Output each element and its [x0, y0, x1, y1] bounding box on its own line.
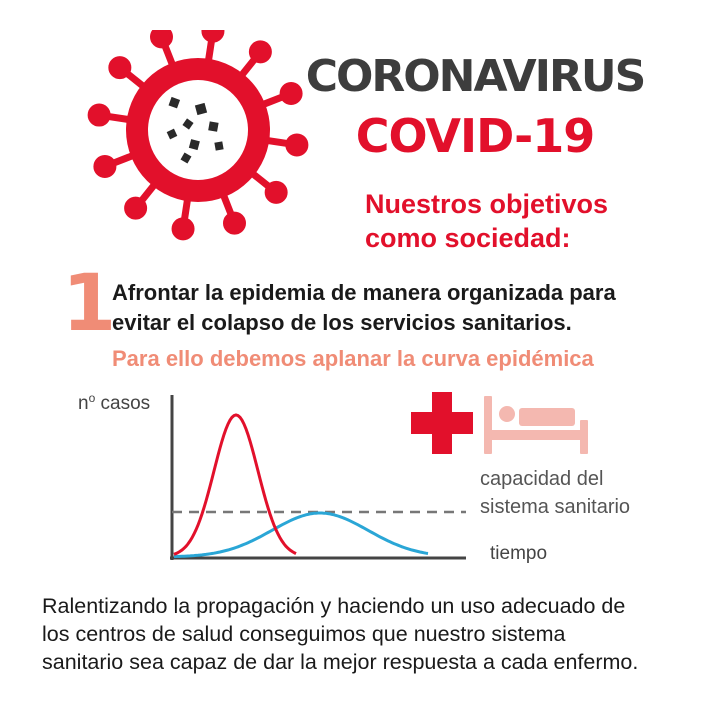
virus-spike-tip	[202, 30, 224, 42]
virus-spike-tip	[265, 181, 287, 203]
flatten-curve-subtitle: Para ello debemos aplanar la curva epidémica	[112, 346, 594, 371]
capacity-label-line1: capacidad del	[480, 468, 604, 490]
virus-spike-tip	[249, 41, 271, 63]
closing-line1: Ralentizando la propagación y haciendo un uso adecuado de	[42, 594, 626, 618]
objective-number: 1	[62, 259, 117, 349]
objectives-heading-line1: Nuestros objetivos	[365, 189, 609, 219]
title-coronavirus: CORONAVIRUS	[305, 51, 645, 102]
virus-spike-tip	[280, 83, 302, 105]
title-covid19: COVID-19	[355, 109, 595, 163]
peak-curve	[174, 415, 296, 554]
closing-line3: sanitario sea capaz de dar la mejor respuesta a cada enfermo.	[42, 650, 639, 674]
closing-line2: los centros de salud conseguimos que nuestro sistema	[42, 622, 566, 646]
virus-spike-tip	[88, 104, 110, 126]
virus-spike-tip	[109, 57, 131, 79]
virus-spike-tip	[125, 197, 147, 219]
closing-paragraph	[42, 592, 682, 676]
medical-cross-icon	[411, 392, 473, 454]
hospital-bed-icon	[484, 396, 588, 454]
virus-spike-tip	[151, 30, 173, 48]
objectives-heading-line2: como sociedad:	[365, 223, 571, 253]
objective-text-line1: Afrontar la epidemia de manera organizada para	[112, 280, 616, 305]
flattened-curve	[174, 513, 428, 557]
virus-spike-tip	[223, 212, 245, 234]
objective-text-line2: evitar el colapso de los servicios sanitarios.	[112, 310, 572, 335]
capacity-label-line2: sistema sanitario	[480, 496, 631, 518]
y-axis-label: $n^o$ casos	[78, 391, 151, 414]
x-axis-label: tiempo	[490, 543, 548, 564]
virus-icon	[78, 30, 318, 270]
virus-spike-tip	[172, 218, 194, 240]
virus-spike-tip	[94, 155, 116, 177]
